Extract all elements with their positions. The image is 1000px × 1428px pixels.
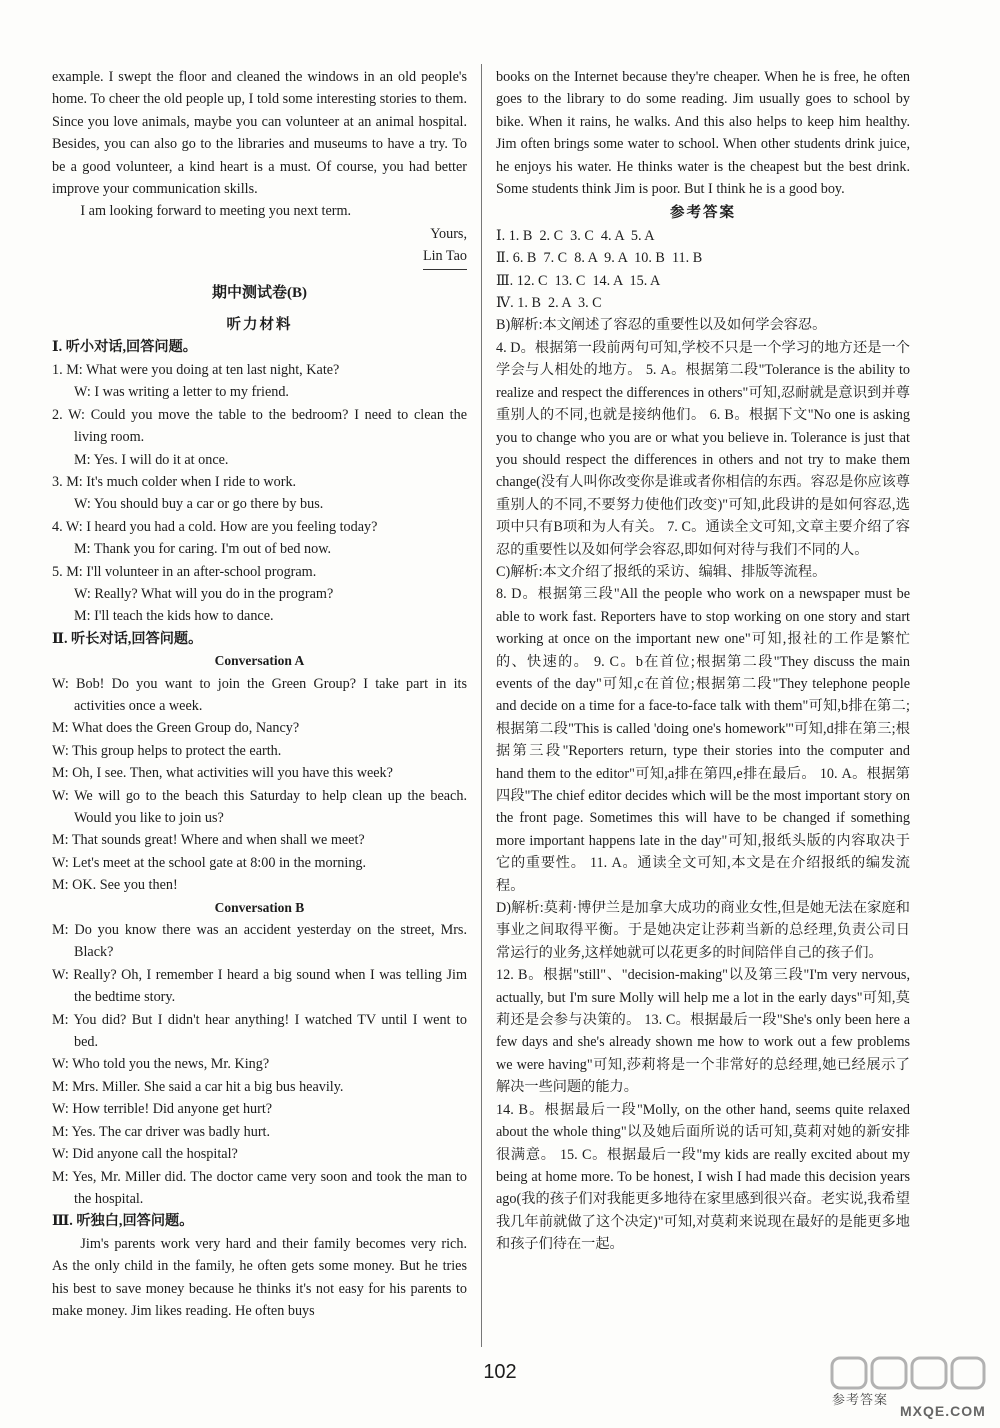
answer-explanations bbox=[496, 314, 910, 1255]
conversation-line: W: Really? Oh, I remember I heard a big sound when I was telling Jim the bedtime story. bbox=[52, 966, 467, 1006]
conversation-line: W: Did anyone call the hospital? bbox=[52, 1146, 238, 1163]
conversation-b-title: Conversation B bbox=[214, 899, 305, 915]
left-column bbox=[52, 66, 467, 1322]
conversation-line: M: Yes. The car driver was badly hurt. bbox=[52, 1123, 271, 1140]
conversation-line: W: Bob! Do you want to join the Green Group? I take part in its activities once a week. bbox=[52, 675, 467, 714]
letter-closing: Yours, bbox=[430, 225, 467, 242]
listening-title: 听力材料 bbox=[226, 317, 293, 334]
dialogue-line: W: Really? What will you do in the program? bbox=[74, 585, 334, 602]
watermark-url: MXQE.COM bbox=[900, 1403, 986, 1419]
conversation-line: M: Oh, I see. Then, what activities will you have this week? bbox=[52, 765, 393, 782]
explanation-paragraph: 4. D。根据第一段前两句可知,学校不只是一个学习的地方还是一个学会与人相处的地方。 5. A。根据第二段"Tolerance is the ability to realize and respect the differences in others"可知,忍耐就是意识到并尊重别人的不同,也就是接纳他们。 6. B。根据下文"No one is asking you to change who you are or what you believe in. Tolerance is just that you should respect the differences in others and not try to make them change(没有人叫你改变你是谁或者你相信的东西。容忍是你应该尊重别人的不同,不要努力使他们改变)"可知,此段讲的是如何容忍,选项中只有B项和为人有关。 7. C。通读全文可知,文章主要介绍了容忍的重要性以及如何学会容忍,即如何对待与我们不同的人。 bbox=[496, 339, 910, 558]
dialogue-line: 4. W: I heard you had a cold. How are you feeling today? bbox=[52, 518, 378, 535]
dialogue-line: W: You should buy a car or go there by bus. bbox=[74, 496, 324, 513]
conversation-a-title: Conversation A bbox=[214, 653, 305, 669]
conversation-line: M: Do you know there was an accident yesterday on the street, Mrs. Black? bbox=[52, 922, 467, 961]
answer-row: Ⅰ. 1. B 2. C 3. C 4. A 5. A bbox=[496, 227, 655, 244]
right-column bbox=[496, 66, 910, 1256]
section-2-heading: Ⅱ. 听长对话,回答问题。 bbox=[52, 630, 203, 647]
explanation-paragraph: 8. D。根据第三段"All the people who work on a newspaper must be able to work fast. Reporters have to stop working on one story and start working at once on the important new one"可知,报社的工作是繁忙的、快速的。 9. C。b在首位;根据第二段"They discuss the main events of the day"可知,c在首位;根据第二段"They telephone people and decide on a time for a face-to-face talk with them"可知,b排在第二;根据第二段"This is called 'doing one's homework'"可知,d排在第三;根据第三段"Reporters return, type their stories into the computer and hand them to the editor"可知,a排在第四,e排在最后。 10. A。根据第四段"The chief editor decides which will be the most important story on the front page. Sometimes this will have to be changed if something more important happens late in the day"可知,报纸头版的内容取决于它的重要性。 11. A。通读全文可知,本文是在介绍报纸的编发流程。 bbox=[496, 586, 910, 894]
explanation-paragraph: C)解析:本文介绍了报纸的采访、编辑、排版等流程。 bbox=[496, 563, 827, 580]
conversation-a bbox=[52, 673, 467, 897]
explanation-paragraph: 14. B。根据最后一段"Molly, on the other hand, seems quite relaxed about the whole thing"以及她后面所说的话可知,莫莉对她的新安排很满意。 15. C。根据最后一段"my kids are really excited about my being at home more. To be honest, I wish I had made this decision years ago(我的孩子们对我能更多地待在家里感到很兴奋。老实说,我希望我几年前就做了这个决定)"可知,对莫莉来说现在最好的是能更多地和孩子们待在一起。 bbox=[496, 1101, 910, 1253]
test-title: 期中测试卷(B) bbox=[212, 284, 307, 301]
letter-signature: Lin Tao bbox=[52, 245, 467, 269]
dialogue-line: 5. M: I'll volunteer in an after-school program. bbox=[52, 563, 317, 580]
section-1-heading: Ⅰ. 听小对话,回答问题。 bbox=[52, 339, 197, 356]
conversation-line: W: How terrible! Did anyone get hurt? bbox=[52, 1101, 273, 1118]
conversation-line: M: Yes, Mr. Miller did. The doctor came very soon and took the man to the hospital. bbox=[52, 1168, 467, 1207]
column-divider bbox=[481, 64, 482, 1347]
answer-row: Ⅳ. 1. B 2. A 3. C bbox=[496, 295, 602, 312]
conversation-line: M: That sounds great! Where and when shall we meet? bbox=[52, 832, 365, 849]
explanation-paragraph: B)解析:本文阐述了容忍的重要性以及如何学会容忍。 bbox=[496, 317, 827, 334]
section-3-heading: Ⅲ. 听独白,回答问题。 bbox=[52, 1213, 194, 1230]
dialogue-line: 1. M: What were you doing at ten last night, Kate? bbox=[52, 361, 340, 378]
conversation-line: M: What does the Green Group do, Nancy? bbox=[52, 720, 300, 737]
conversation-line: W: Let's meet at the school gate at 8:00 in the morning. bbox=[52, 854, 367, 871]
explanation-paragraph: D)解析:莫莉·博伊兰是加拿大成功的商业女性,但是她无法在家庭和事业之间取得平衡。于是她决定让莎莉当新的总经理,负责公司日常运行的业务,这样她就可以花更多的时间陪伴自己的孩子们。 bbox=[496, 900, 910, 961]
explanation-paragraph: 12. B。根据"still"、"decision-making"以及第三段"I'm very nervous, actually, but I'm sure Molly will help me a lot in the early days"可知,莫莉还是会参与决策的。 13. C。根据最后一段"She's only been here a few days and she's already shown me how to work out a few problems we were having"可知,莎莉将是一个非常好的总经理,她已经展示了解决一些问题的能力。 bbox=[496, 967, 910, 1096]
page-number: 102 bbox=[483, 1361, 517, 1383]
conversation-line: W: Who told you the news, Mr. King? bbox=[52, 1056, 270, 1073]
conversation-line: M: OK. See you then! bbox=[52, 877, 178, 894]
letter-paragraph-2: I am looking forward to meeting you next term. bbox=[80, 203, 352, 220]
conversation-b bbox=[52, 919, 467, 1210]
answer-row: Ⅲ. 12. C 13. C 14. A 15. A bbox=[496, 272, 661, 289]
monologue-continuation: books on the Internet because they're cheaper. When he is free, he often goes to the library to do some reading. Jim usually goes to school by bike. When it rains, he walks. And this also helps to keep him healthy. Jim often brings some water to school. When other students drink juice, he enjoys his water. He thinks water is the cheapest but the best drink. Some students think Jim is poor. But I think he is a good boy. bbox=[496, 69, 910, 198]
section-1-dialogues bbox=[52, 359, 467, 628]
conversation-line: M: You did? But I didn't hear anything! I watched TV until I went to bed. bbox=[52, 1011, 467, 1051]
monologue-text: Jim's parents work very hard and their family becomes very rich. As the only child in the family, he often gets some money. But he tries his best to save money because he thinks it's not easy for his parents to make money. Jim likes reading. He often buys bbox=[52, 1235, 467, 1319]
dialogue-line: 3. M: It's much colder when I ride to work. bbox=[52, 473, 297, 490]
conversation-line: W: This group helps to protect the earth. bbox=[52, 742, 282, 759]
dialogue-line: 2. W: Could you move the table to the bedroom? I need to clean the living room. bbox=[52, 406, 467, 446]
answer-key bbox=[496, 225, 910, 315]
dialogue-line: W: I was writing a letter to my friend. bbox=[74, 384, 289, 401]
dialogue-line: M: Thank you for caring. I'm out of bed now. bbox=[74, 541, 332, 558]
answer-row: Ⅱ. 6. B 7. C 8. A 9. A 10. B 11. B bbox=[496, 250, 703, 267]
answers-title: 参考答案 bbox=[670, 205, 736, 222]
dialogue-line: M: I'll teach the kids how to dance. bbox=[74, 608, 274, 625]
dialogue-line: M: Yes. I will do it at once. bbox=[74, 451, 229, 468]
conversation-line: W: We will go to the beach this Saturday to help clean up the beach. Would you like to join us? bbox=[52, 787, 467, 826]
watermark-label: 参考答案 bbox=[832, 1393, 889, 1408]
letter-paragraph-1: example. I swept the floor and cleaned the windows in an old people's home. To cheer the old people up, I told some interesting stories to them. Since you love animals, maybe you can volunteer at an animal hospital. Besides, you can also go to the libraries and museums to have a try. To be a good volunteer, a kind heart is a must. Of course, you had better improve your communication skills. bbox=[52, 69, 467, 198]
conversation-line: M: Mrs. Miller. She said a car hit a big bus heavily. bbox=[52, 1078, 344, 1095]
